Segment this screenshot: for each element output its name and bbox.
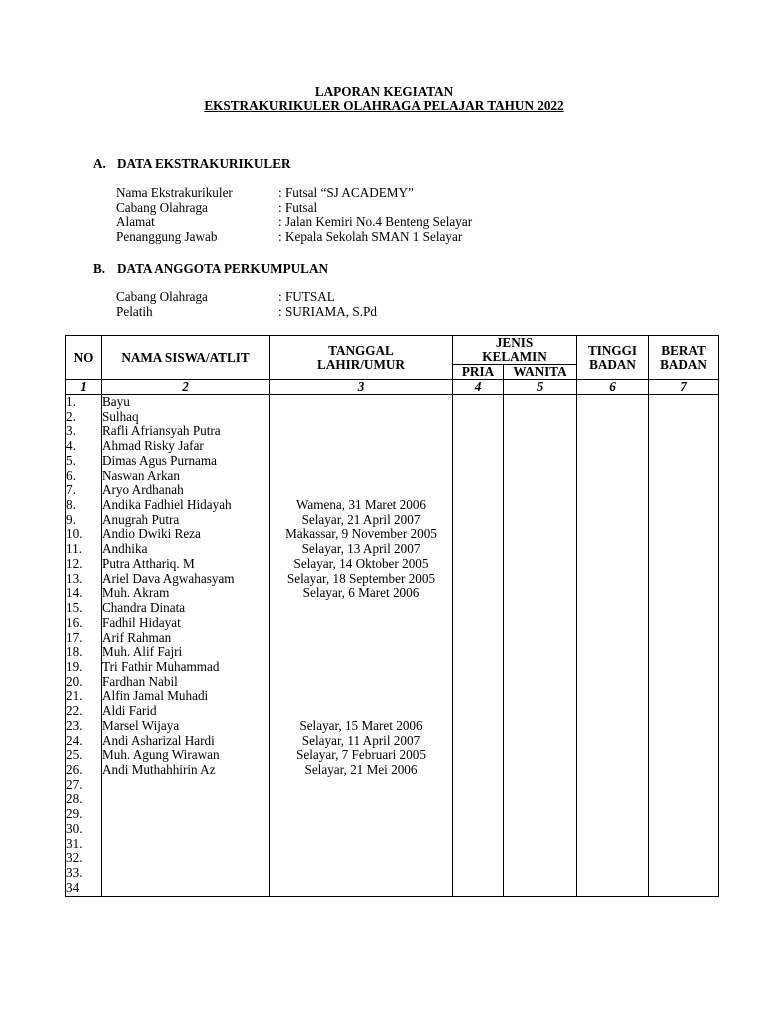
row-number: 12. [66, 555, 83, 571]
student-name: Alfin Jamal Muhadi [102, 688, 209, 704]
student-name: Aryo Ardhanah [102, 482, 184, 498]
row-number: 4. [66, 438, 76, 454]
section-a-info [116, 186, 472, 245]
birth-date: Selayar, 21 April 2007 [301, 511, 421, 527]
row-number: 17. [66, 629, 83, 645]
row-number: 32. [66, 850, 83, 866]
student-name: Muh. Agung Wirawan [102, 747, 220, 763]
column-number: 6 [577, 380, 649, 395]
student-name: Ahmad Risky Jafar [102, 438, 204, 454]
row-number: 33. [66, 865, 83, 880]
birth-date: Selayar, 13 April 2007 [301, 541, 421, 557]
birth-date [270, 866, 452, 881]
birth-date [270, 881, 452, 896]
row-number: 20. [66, 673, 83, 689]
birth-date [270, 689, 452, 704]
student-name: Andi Muthahhirin Az [102, 761, 216, 777]
student-name: Naswan Arkan [102, 467, 181, 483]
row-number: 21. [66, 688, 83, 704]
birth-date [270, 439, 452, 454]
birth-date: Selayar, 14 Oktober 2005 [293, 555, 429, 571]
info-value: : Futsal [278, 199, 318, 215]
male-column [453, 395, 504, 897]
row-number: 1. [66, 394, 76, 409]
birth-date [270, 483, 452, 498]
birth-date [270, 410, 452, 425]
header-gender [453, 336, 577, 365]
header-dob [270, 336, 453, 380]
info-row [116, 186, 472, 201]
student-name: Fardhan Nabil [102, 673, 178, 689]
birth-date: Selayar, 11 April 2007 [301, 732, 421, 748]
student-name: Andika Fadhiel Hidayah [102, 497, 232, 513]
column-number: 2 [102, 380, 270, 395]
student-name: Anugrah Putra [102, 511, 180, 527]
row-number: 5. [66, 452, 76, 468]
birth-date [270, 807, 452, 822]
student-name: Tri Fathir Muhammad [102, 658, 220, 674]
birth-date [270, 616, 452, 631]
info-row [116, 215, 472, 230]
birth-date [270, 601, 452, 616]
info-label: Pelatih [116, 303, 153, 319]
student-name: Chandra Dinata [102, 600, 186, 616]
birth-date: Selayar, 21 Mei 2006 [304, 761, 418, 777]
row-number: 11. [66, 541, 82, 557]
student-name [102, 778, 269, 793]
section-a-title: DATA EKSTRAKURIKULER [117, 156, 291, 171]
student-name: Fadhil Hidayat [102, 614, 181, 630]
header-weight-line1: BERAT [661, 342, 706, 358]
weight-column [649, 395, 719, 897]
row-number: 27. [66, 776, 83, 792]
row-number: 19. [66, 658, 83, 674]
header-female: WANITA [504, 365, 577, 380]
header-dob-line2: LAHIR/UMUR [317, 356, 405, 372]
row-number: 26. [66, 761, 83, 777]
section-b-title: DATA ANGGOTA PERKUMPULAN [117, 261, 329, 276]
student-name [102, 822, 269, 837]
column-number: 4 [453, 380, 504, 395]
row-number: 10. [66, 526, 83, 542]
birth-date [270, 822, 452, 837]
student-name [102, 837, 269, 852]
birth-date [270, 837, 452, 852]
birth-date [270, 778, 452, 793]
header-name: NAMA SISWA/ATLIT [102, 336, 270, 380]
row-number: 34 [66, 879, 80, 895]
birth-date [270, 424, 452, 439]
birth-date: Selayar, 6 Maret 2006 [302, 585, 420, 601]
report-subtitle: EKSTRAKURIKULER OLAHRAGA PELAJAR TAHUN 2022 [204, 98, 564, 113]
student-name [102, 866, 269, 881]
birth-date [270, 660, 452, 675]
row-number: 9. [66, 511, 76, 527]
student-name: Bayu [102, 394, 130, 409]
info-value: : Futsal “SJ ACADEMY” [278, 185, 414, 200]
student-name: Marsel Wijaya [102, 717, 180, 733]
no-column [66, 395, 102, 897]
header-gender-line1: JENIS [495, 335, 534, 350]
height-column [577, 395, 649, 897]
row-number: 24. [66, 732, 83, 748]
birth-date [270, 792, 452, 807]
info-label: Cabang Olahraga [116, 199, 208, 215]
female-column [504, 395, 577, 897]
row-number: 2. [66, 408, 76, 424]
student-name: Muh. Alif Fajri [102, 644, 183, 660]
student-name: Muh. Akram [102, 585, 170, 601]
student-name: Andi Asharizal Hardi [102, 732, 215, 748]
student-name: Andhika [102, 541, 148, 557]
column-number: 7 [649, 380, 719, 395]
info-label: Nama Ekstrakurikuler [116, 185, 233, 200]
row-number: 16. [66, 614, 83, 630]
birth-date: Wamena, 31 Maret 2006 [295, 497, 427, 513]
student-name: Arif Rahman [102, 629, 172, 645]
section-b-heading [93, 261, 328, 276]
header-height-line1: TINGGI [587, 342, 638, 358]
header-no: NO [66, 336, 102, 380]
row-number: 14. [66, 585, 83, 601]
student-name: Rafli Afriansyah Putra [102, 423, 221, 439]
info-value: : Kepala Sekolah SMAN 1 Selayar [278, 229, 463, 245]
row-number: 13. [66, 570, 83, 586]
section-a-heading [93, 156, 291, 171]
student-name [102, 792, 269, 807]
row-number: 28. [66, 791, 83, 807]
section-a-letter: A. [93, 156, 106, 171]
birth-date [270, 469, 452, 484]
info-row [116, 201, 472, 216]
column-number: 3 [270, 380, 453, 395]
row-number: 18. [66, 644, 83, 660]
info-label: Cabang Olahraga [116, 289, 208, 304]
student-name: Sulhaq [102, 408, 139, 424]
birth-date: Selayar, 7 Februari 2005 [296, 747, 426, 763]
student-name: Ariel Dava Agwahasyam [102, 570, 235, 586]
report-title: LAPORAN KEGIATAN [314, 84, 454, 99]
header-height-line2: BADAN [589, 356, 636, 372]
birth-date: Selayar, 15 Maret 2006 [299, 717, 423, 733]
birth-date [270, 704, 452, 719]
row-number: 25. [66, 747, 83, 763]
info-label: Penanggung Jawab [116, 229, 218, 245]
birth-date [270, 395, 452, 410]
row-number: 15. [66, 600, 83, 616]
header-weight [649, 336, 719, 380]
birth-date [270, 851, 452, 866]
section-b-info [116, 290, 377, 319]
header-height [577, 336, 649, 380]
info-label: Alamat [116, 214, 155, 230]
row-number: 23. [66, 717, 83, 733]
birth-date [270, 645, 452, 660]
name-column [102, 395, 270, 897]
info-row [116, 230, 472, 245]
row-number: 6. [66, 467, 76, 483]
info-row [116, 290, 377, 305]
info-value: : FUTSAL [278, 289, 335, 304]
birth-date [270, 675, 452, 690]
birth-date [270, 454, 452, 469]
birth-date: Makassar, 9 November 2005 [285, 526, 437, 542]
birth-date: Selayar, 18 September 2005 [286, 570, 436, 586]
student-name: Dimas Agus Purnama [102, 452, 218, 468]
student-name: Putra Atthariq. M [102, 555, 195, 571]
header-weight-line2: BADAN [660, 356, 707, 372]
header-gender-line2: KELAMIN [482, 349, 547, 364]
student-name [102, 851, 269, 866]
row-number: 31. [66, 835, 83, 851]
column-number: 5 [504, 380, 577, 395]
dob-column [270, 395, 453, 897]
student-name: Andio Dwiki Reza [102, 526, 201, 542]
row-number: 30. [66, 820, 83, 836]
header-male: PRIA [453, 365, 504, 380]
row-number: 8. [66, 497, 76, 513]
column-number: 1 [66, 380, 102, 395]
info-row [116, 305, 377, 320]
member-table [65, 335, 719, 897]
row-number: 22. [66, 703, 83, 719]
row-number: 29. [66, 806, 83, 822]
row-number: 3. [66, 423, 76, 439]
header-dob-line1: TANGGAL [328, 342, 394, 358]
student-name [102, 881, 269, 896]
birth-date [270, 631, 452, 646]
student-name: Aldi Farid [102, 703, 157, 719]
info-value: : Jalan Kemiri No.4 Benteng Selayar [278, 214, 473, 230]
row-number: 7. [66, 482, 76, 498]
info-value: : SURIAMA, S.Pd [278, 303, 377, 319]
section-b-letter: B. [93, 261, 106, 276]
student-name [102, 807, 269, 822]
